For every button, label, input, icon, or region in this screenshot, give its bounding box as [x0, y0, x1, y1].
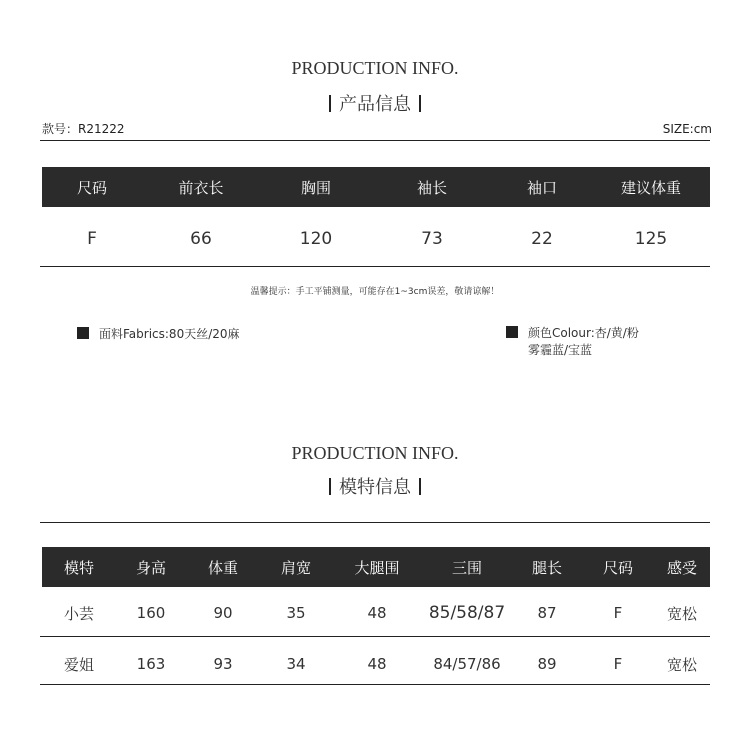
cell-thigh: 48 [367, 655, 387, 673]
size-unit: SIZE:cm [662, 122, 712, 136]
cell-length: 66 [190, 229, 212, 249]
header-length: 前衣长 [178, 178, 224, 197]
cell-weight: 90 [213, 604, 233, 622]
cell-size: F [613, 604, 623, 622]
header-size: 尺码 [602, 558, 633, 577]
colour-line-1 [506, 325, 639, 342]
fabric-text: 面料Fabrics:80天丝/20麻 [99, 327, 240, 341]
title-bar-right [419, 478, 421, 495]
fabric-info [77, 325, 240, 342]
divider-top [40, 140, 710, 141]
cell-sleeve: 73 [421, 229, 443, 249]
header-fit: 感受 [666, 558, 697, 577]
cell-weight: 93 [213, 655, 233, 673]
header-bwh: 三围 [451, 558, 482, 577]
cell-size: F [613, 655, 623, 673]
cell-chest: 120 [299, 229, 333, 249]
model-info-title-en: PRODUCTION INFO. [291, 443, 459, 463]
table-row [42, 598, 710, 628]
divider-model-top [40, 522, 710, 523]
table-row [42, 222, 710, 256]
header-weight: 建议体重 [620, 178, 681, 197]
model-info-title-cn [0, 473, 750, 499]
product-info-title-cn-text: 产品信息 [339, 94, 411, 115]
product-info-title-en: PRODUCTION INFO. [291, 58, 459, 78]
divider-row [40, 636, 710, 637]
title-bar-left [329, 95, 331, 112]
cell-fit: 宽松 [666, 655, 697, 674]
header-shoulder: 肩宽 [280, 558, 311, 577]
product-info-title-cn [0, 90, 750, 116]
measurement-note: 温馨提示：手工平铺测量，可能存在1~3cm误差，敬请谅解！ [250, 287, 500, 297]
header-model: 模特 [63, 558, 94, 577]
header-chest: 胸围 [300, 178, 331, 197]
divider-table-bottom [40, 266, 710, 267]
header-sleeve: 袖长 [416, 178, 447, 197]
cell-size: F [87, 229, 97, 249]
model-info-title-cn-text: 模特信息 [339, 477, 411, 498]
cell-bwh: 85/58/87 [428, 603, 506, 623]
header-leg: 腿长 [531, 558, 562, 577]
header-cuff: 袖口 [526, 178, 557, 197]
bullet-square [77, 327, 89, 339]
divider-model-bottom [40, 684, 710, 685]
title-bar-right [419, 95, 421, 112]
title-bar-left [329, 478, 331, 495]
cell-leg: 89 [537, 655, 557, 673]
cell-cuff: 22 [531, 229, 553, 249]
colour-text-1: 颜色Colour:杏/黄/粉 [528, 326, 639, 340]
table-row [42, 649, 710, 679]
header-weight: 体重 [207, 558, 238, 577]
product-table-header [42, 167, 710, 207]
cell-shoulder: 35 [286, 604, 306, 622]
cell-weight: 125 [634, 229, 668, 249]
cell-bwh: 84/57/86 [433, 655, 501, 673]
colour-info [506, 325, 639, 359]
header-height: 身高 [135, 558, 166, 577]
style-number: 款号：R21222 [42, 122, 125, 136]
cell-leg: 87 [537, 604, 557, 622]
bullet-square [506, 326, 518, 338]
cell-shoulder: 34 [286, 655, 306, 673]
colour-line-2: 雾霾蓝/宝蓝 [528, 343, 593, 357]
header-thigh: 大腿围 [354, 558, 400, 577]
cell-height: 163 [136, 655, 166, 673]
model-table-header [42, 547, 710, 587]
header-size: 尺码 [76, 178, 107, 197]
cell-thigh: 48 [367, 604, 387, 622]
cell-height: 160 [136, 604, 166, 622]
cell-model: 小芸 [63, 604, 94, 623]
cell-fit: 宽松 [666, 604, 697, 623]
cell-model: 爱姐 [63, 655, 94, 674]
